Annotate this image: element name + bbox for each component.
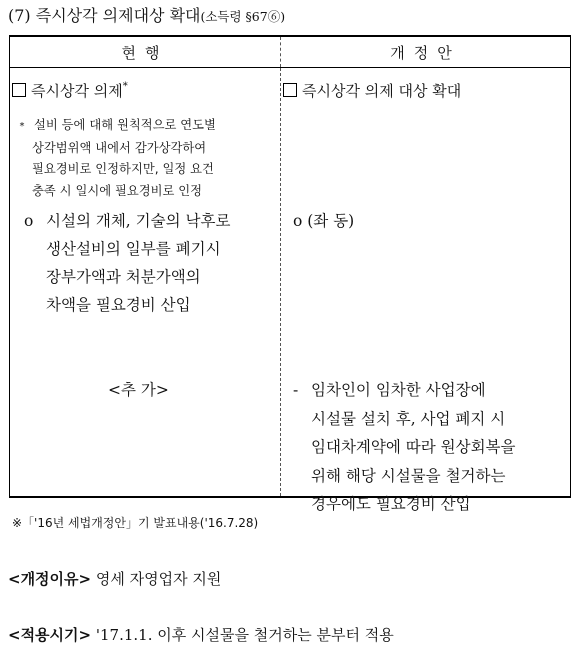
bullet-circle-icon: o [24, 212, 34, 230]
current-paragraph [24, 207, 230, 319]
revised-paragraph-line: 경우에도 필요경비 산입 [311, 495, 471, 513]
current-footnote-line: 상각범위액 내에서 감가상각하여 [32, 140, 207, 155]
revised-paragraph-line: 위해 해당 시설물을 철거하는 [311, 466, 506, 485]
revised-same-note: o (좌 동) [293, 212, 355, 230]
revision-reason-text: 영세 자영업자 지원 [95, 570, 222, 588]
column-header-current: 현행 [10, 36, 281, 68]
heading-legal-reference: (소득령 §67⑥) [200, 9, 286, 24]
current-paragraph-line: 시설의 개체, 기술의 낙후로 [46, 212, 231, 230]
effective-date-label: <적용시기> [8, 626, 92, 644]
revised-paragraph-line: 임대차계약에 따라 원상회복을 [311, 438, 516, 456]
checkbox-square-icon [12, 83, 26, 97]
revised-item-title: 즉시상각 의제 대상 확대 [302, 82, 462, 100]
comparison-table [9, 35, 571, 513]
dash-marker: - [293, 381, 299, 399]
checkbox-square-icon [283, 83, 297, 97]
current-paragraph-line: 생산설비의 일부를 폐기시 [46, 240, 221, 258]
table-body-row [10, 68, 571, 498]
effective-date-text: '17.1.1. 이후 시설물을 철거하는 분부터 적용 [95, 626, 394, 644]
announcement-footnote: ※「'16년 세법개정안」기 발표내용('16.7.28) [12, 516, 259, 530]
current-paragraph-line: 장부가액과 처분가액의 [46, 268, 201, 286]
effective-date [8, 624, 394, 645]
revision-reason-label: <개정이유> [8, 570, 92, 588]
current-footnote-line: 충족 시 일시에 필요경비로 인정 [32, 183, 203, 198]
current-item-title: 즉시상각 의제 [31, 82, 123, 100]
footnote-marker: * [122, 81, 128, 92]
table-header-row [10, 36, 571, 68]
footnote-marker: * [19, 121, 25, 132]
revised-column [281, 68, 571, 513]
current-paragraph-line: 차액을 필요경비 산입 [46, 296, 191, 314]
current-column [10, 68, 281, 498]
current-footnote [10, 115, 216, 202]
revision-reason [8, 568, 221, 589]
revised-paragraph-line: 시설물 설치 후, 사업 폐지 시 [311, 409, 506, 428]
revised-paragraph-line: 임차인이 임차한 사업장에 [311, 381, 486, 399]
revised-paragraph [293, 376, 516, 519]
current-added-note: <추 가> [108, 381, 169, 399]
current-item [12, 80, 128, 101]
section-heading [8, 3, 285, 26]
current-footnote-line: 필요경비로 인정하지만, 일정 요건 [32, 162, 214, 176]
column-header-revised: 개정안 [281, 36, 571, 68]
revised-item [283, 80, 461, 101]
heading-title: (7) 즉시상각 의제대상 확대 [8, 6, 201, 25]
current-footnote-line: * 설비 등에 대해 원칙적으로 연도별 [10, 115, 216, 138]
